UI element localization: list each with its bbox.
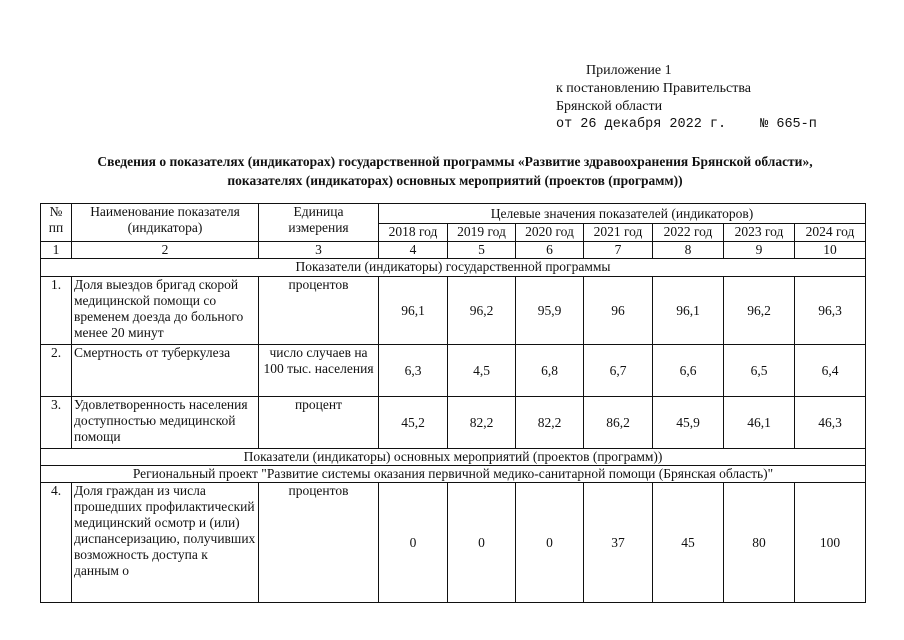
value-2022: 45: [653, 483, 724, 603]
appendix-line-2: к постановлению Правительства: [556, 81, 752, 96]
indicator-unit: процентов: [259, 483, 379, 603]
header-name-line-2: (индикатора): [127, 220, 203, 235]
value-2020: 95,9: [516, 277, 584, 345]
value-2023: 80: [724, 483, 795, 603]
subsection-heading-row: [41, 466, 866, 483]
column-number: 5: [448, 242, 516, 259]
header-num-line-1: №: [49, 204, 63, 219]
value-2020: 6,8: [516, 345, 584, 397]
value-2024: 96,3: [795, 277, 866, 345]
table-row: [41, 397, 866, 449]
document-title-line-1: Сведения о показателях (индикаторах) государственной программы «Развитие здравоохранения Брянской области»,: [97, 154, 813, 169]
column-number: 4: [379, 242, 448, 259]
header-targets: Целевые значения показателей (индикаторов): [379, 204, 866, 224]
header-num-line-2: пп: [48, 220, 64, 235]
column-number-row: [41, 242, 866, 259]
column-number: 1: [41, 242, 72, 259]
header-year: 2021 год: [584, 224, 653, 242]
column-number: 7: [584, 242, 653, 259]
row-number: 1.: [41, 277, 72, 345]
value-2021: 6,7: [584, 345, 653, 397]
column-number: 8: [653, 242, 724, 259]
header-unit: [259, 204, 379, 242]
indicator-unit: процентов: [259, 277, 379, 345]
table-row: [41, 345, 866, 397]
value-2023: 46,1: [724, 397, 795, 449]
subsection-heading: Региональный проект "Развитие системы оказания первичной медико-санитарной помощи (Брянская область)": [41, 466, 866, 483]
header-name-line-1: Наименование показателя: [90, 204, 240, 219]
value-2018: 6,3: [379, 345, 448, 397]
indicator-name: Смертность от туберкулеза: [72, 345, 259, 397]
section-heading-row: [41, 259, 866, 277]
header-unit-line-2: измерения: [288, 220, 349, 235]
document-title: [30, 152, 880, 190]
header-num: [41, 204, 72, 242]
appendix-header: [556, 62, 856, 134]
value-2018: 0: [379, 483, 448, 603]
value-2021: 37: [584, 483, 653, 603]
table-row: [41, 483, 866, 603]
column-number: 10: [795, 242, 866, 259]
column-number: 9: [724, 242, 795, 259]
value-2023: 6,5: [724, 345, 795, 397]
value-2021: 86,2: [584, 397, 653, 449]
value-2020: 0: [516, 483, 584, 603]
column-number: 2: [72, 242, 259, 259]
value-2019: 82,2: [448, 397, 516, 449]
header-unit-line-1: Единица: [293, 204, 344, 219]
header-year: 2018 год: [379, 224, 448, 242]
section-heading: Показатели (индикаторы) государственной программы: [41, 259, 866, 277]
value-2024: 100: [795, 483, 866, 603]
section-heading: Показатели (индикаторы) основных мероприятий (проектов (программ)): [41, 449, 866, 466]
appendix-date-line: [556, 116, 856, 134]
value-2019: 4,5: [448, 345, 516, 397]
indicator-name: Доля выездов бригад скорой медицинской помощи со временем доезда до больного менее 20 минут: [72, 277, 259, 345]
indicator-unit: процент: [259, 397, 379, 449]
value-2022: 6,6: [653, 345, 724, 397]
column-number: 6: [516, 242, 584, 259]
value-2024: 46,3: [795, 397, 866, 449]
indicator-name: Доля граждан из числа прошедших профилактический медицинский осмотр и (или) диспансеризацию, получивших возможность доступа к данным о: [72, 483, 259, 603]
value-2019: 96,2: [448, 277, 516, 345]
header-year: 2019 год: [448, 224, 516, 242]
value-2021: 96: [584, 277, 653, 345]
appendix-title: Приложение 1: [586, 63, 672, 78]
appendix-line-3: Брянской области: [556, 99, 663, 114]
indicator-name: Удовлетворенность населения доступностью медицинской помощи: [72, 397, 259, 449]
indicators-table: [40, 203, 866, 603]
section-heading-row: [41, 449, 866, 466]
indicator-unit: число случаев на 100 тыс. населения: [259, 345, 379, 397]
document-title-line-2: показателях (индикаторах) основных мероприятий (проектов (программ)): [227, 173, 683, 188]
header-year: 2023 год: [724, 224, 795, 242]
value-2018: 96,1: [379, 277, 448, 345]
row-number: 3.: [41, 397, 72, 449]
table-row: [41, 277, 866, 345]
header-year: 2020 год: [516, 224, 584, 242]
value-2022: 45,9: [653, 397, 724, 449]
appendix-number: № 665-п: [760, 117, 817, 132]
table-header-row: [41, 204, 866, 224]
value-2020: 82,2: [516, 397, 584, 449]
value-2018: 45,2: [379, 397, 448, 449]
row-number: 2.: [41, 345, 72, 397]
value-2019: 0: [448, 483, 516, 603]
appendix-date: от 26 декабря 2022 г.: [556, 117, 727, 132]
column-number: 3: [259, 242, 379, 259]
header-year: 2024 год: [795, 224, 866, 242]
header-year: 2022 год: [653, 224, 724, 242]
row-number: 4.: [41, 483, 72, 603]
header-name: [72, 204, 259, 242]
value-2023: 96,2: [724, 277, 795, 345]
value-2022: 96,1: [653, 277, 724, 345]
value-2024: 6,4: [795, 345, 866, 397]
